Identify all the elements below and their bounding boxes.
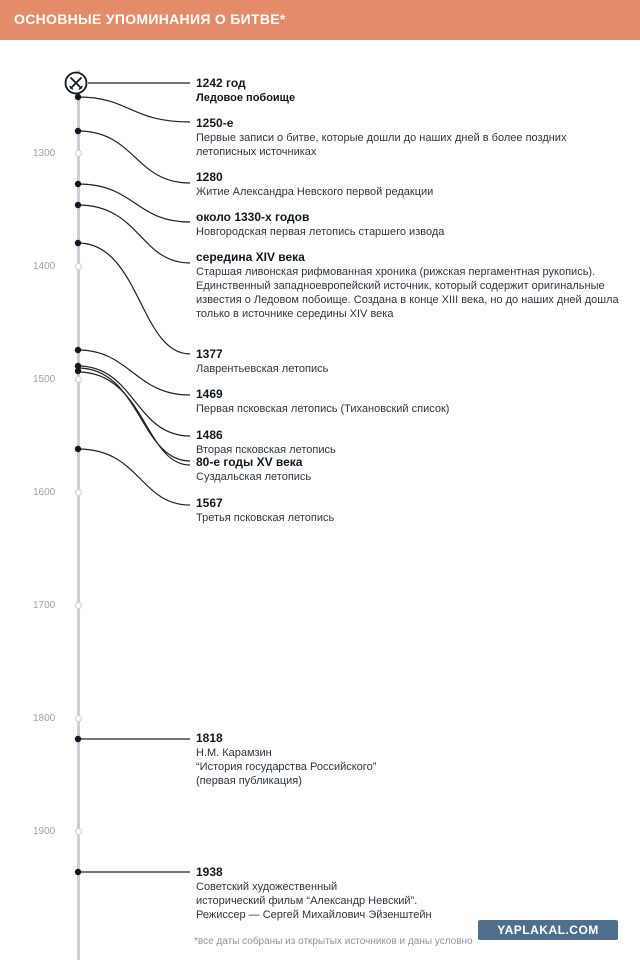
tick-label-1500: 1500 [33, 374, 56, 385]
entry-description: Третья псковская летопись [196, 512, 335, 524]
tick-label-1400: 1400 [33, 261, 56, 272]
event-dot [75, 869, 81, 875]
timeline-entry [196, 170, 626, 199]
timeline-entry [196, 428, 626, 457]
tick-label-1700: 1700 [33, 600, 56, 611]
timeline-entry [196, 865, 626, 922]
timeline-entry [196, 116, 626, 159]
tick-label-1600: 1600 [33, 487, 56, 498]
entry-year: середина XIV века [196, 250, 305, 264]
timeline-entry [196, 496, 626, 525]
entry-year: 1938 [196, 865, 223, 879]
entry-year: 1469 [196, 387, 223, 401]
event-dot [75, 736, 81, 742]
footnote: *все даты собраны из открытых источников и даны условно [194, 936, 473, 947]
timeline-entry [196, 210, 626, 239]
entry-description: Старшая ливонская рифмованная хроника (рижская пергаментная рукопись). Единственный западноевропейский источник, который содержит оригинальные известия о Ледовом побоище. Создана в конце XIII века, но до наших дней дошла только в источнике середины XIV века [196, 266, 619, 320]
tick-label-1300: 1300 [33, 148, 56, 159]
crossed-swords-icon [64, 71, 88, 95]
entry-year: 1377 [196, 347, 223, 361]
event-dot [75, 181, 81, 187]
entry-description: Советский художественный исторический фильм “Александр Невский”. Режиссер — Сергей Михайлович Эйзенштейн [196, 881, 432, 921]
entry-year: 1818 [196, 731, 223, 745]
entry-year: около 1330-х годов [196, 210, 310, 224]
entry-year: 1250-е [196, 116, 234, 130]
entry-description: Ледовое побоище [196, 92, 296, 104]
entry-description: Н.М. Карамзин “История государства Российского” (первая публикация) [196, 747, 377, 787]
timeline-entry [196, 455, 626, 484]
entry-year: 1280 [196, 170, 223, 184]
connector-1480s [78, 368, 190, 461]
connector-1377 [78, 243, 190, 354]
connector-1469 [78, 350, 190, 395]
connector-1250s [78, 97, 190, 122]
entry-year: 1242 год [196, 76, 246, 90]
entry-year: 1567 [196, 496, 223, 510]
connector-1486 [78, 366, 190, 436]
entry-year: 80-е годы XV века [196, 455, 303, 469]
tick-label-1800: 1800 [33, 713, 56, 724]
entry-description: Лаврентьевская летопись [196, 363, 329, 375]
watermark-text: YAPLAKAL.COM [497, 923, 599, 937]
event-dot [75, 128, 81, 134]
timeline-entry [196, 731, 626, 788]
entry-description: Вторая псковская летопись [196, 444, 336, 456]
watermark [478, 920, 618, 940]
timeline-entry [196, 76, 626, 105]
entry-year: 1486 [196, 428, 223, 442]
entry-description: Житие Александра Невского первой редакции [196, 186, 434, 198]
event-dot [75, 368, 81, 374]
entry-description: Первая псковская летопись (Тихановский список) [196, 403, 450, 415]
event-dot [75, 240, 81, 246]
event-dot [75, 347, 81, 353]
timeline-entry [196, 387, 626, 416]
timeline-entry [196, 347, 626, 376]
entry-description: Первые записи о битве, которые дошли до наших дней в более поздних летописных источниках [196, 132, 567, 158]
page-title: ОСНОВНЫЕ УПОМИНАНИЯ О БИТВЕ* [14, 11, 286, 27]
event-dot [75, 446, 81, 452]
connector-mid14 [78, 205, 190, 263]
tick-label-1900: 1900 [33, 826, 56, 837]
entry-description: Новгородская первая летопись старшего извода [196, 226, 445, 238]
entry-description: Суздальская летопись [196, 471, 312, 483]
connector-1280 [78, 131, 190, 183]
timeline-entry [196, 250, 621, 321]
connector-1330s [78, 184, 190, 222]
event-dot [75, 202, 81, 208]
